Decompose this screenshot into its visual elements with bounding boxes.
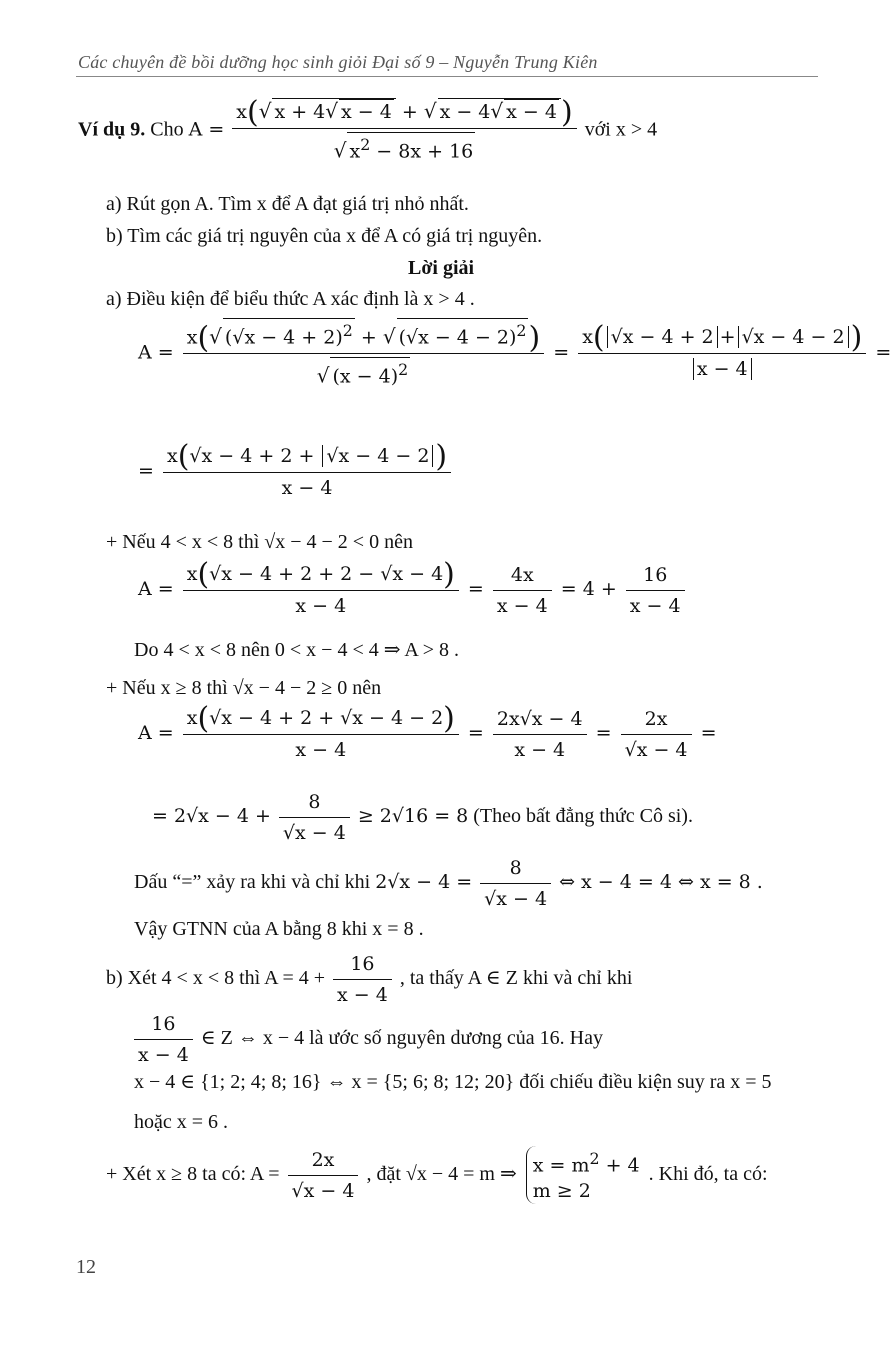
equality-result: ⇔ x − 4 = 4 ⇔ x = 8 .	[559, 871, 763, 894]
page-number: 12	[76, 1256, 96, 1278]
formula-case2: A = $\frac{x(√x - 4 + 2 + √x - 4 - 2)}{x - 4}$ = $\frac{2x√x - 4}{x - 4}$ = $\frac{2x}{√x - 4}$ =	[138, 701, 717, 761]
case1-conclusion: Do 4 < x < 8 nên 0 < x − 4 < 4 ⇒ A > 8 .	[134, 639, 459, 661]
part-b-divisor: $\frac{16}{x - 4}$ ∈ Z ⇔ x − 4 là ước số nguyên dương của 16. Hay	[134, 1012, 603, 1067]
example-condition: với x > 4	[584, 118, 658, 141]
equality-condition: Dấu “=” xảy ra khi và chỉ khi 2√x − 4 = $\frac{8}{√x - 4}$ ⇔ x − 4 = 4 ⇔ x = 8 .	[134, 857, 763, 910]
question-b: b) Tìm các giá trị nguyên của x để A có giá trị nguyên.	[106, 225, 543, 247]
formula-case1: A = $\frac{x(√x - 4 + 2 + 2 - √x - 4)}{x - 4}$ = $\frac{4x}{x - 4}$ = 4 + $\frac{16}{x - 4}$	[138, 562, 688, 618]
case2-intro: + Nếu x ≥ 8 thì √x − 4 − 2 ≥ 0 nên	[106, 677, 382, 699]
case2-suffix: . Khi đó, ta có:	[648, 1162, 768, 1185]
case1-intro: + Nếu 4 < x < 8 thì √x − 4 − 2 < 0 nên	[106, 531, 413, 553]
part-b-intro: b) Xét 4 < x < 8 thì A = 4 + $\frac{16}{x - 4}$ , ta thấy A ∈ Z khi và chỉ khi	[106, 953, 633, 1006]
cauchy-note: (Theo bất đẳng thức Cô si).	[473, 805, 693, 828]
part-b-set-line: x − 4 ∈ {1; 2; 4; 8; 16} ⇔ x = {5; 6; 8; 12; 20} đối chiếu điều kiện suy ra x = 5	[134, 1071, 772, 1093]
example-label: Ví dụ 9.	[78, 118, 146, 141]
formula-cauchy: = 2√x − 4 + $\frac{8}{√x - 4}$ ≥ 2√16 = 8 (Theo bất đẳng thức Cô si).	[152, 791, 693, 844]
solution-title: Lời giải	[408, 257, 475, 279]
divisor-text: ∈ Z ⇔ x − 4 là ước số nguyên dương của 16. Hay	[200, 1027, 603, 1050]
formula-a-step2: = $\frac{x(√x - 4 + 2 + √x - 4 - 2 )}{x - 4}$	[138, 444, 454, 500]
formula-a-definition: $\frac{x(√ x + 4√ x - 4 + √ x - 4√ x - 4 )}{√ x^2 - 8x + 16}$	[232, 98, 576, 163]
equality-text: Dấu “=” xảy ra khi và chỉ khi	[134, 871, 371, 894]
part-b-or-line: hoặc x = 6 .	[134, 1111, 229, 1133]
formula-a-step1: A = $\frac{x(√ (√x - 4 + 2)^2 + √ (√x - 4 - 2)^2)}{√ (x - 4)^2}$ = $\frac{x( √x - 4 + 2 + √x - 4 - 2 )}{x - 4}$ =	[138, 318, 891, 389]
part-b-suffix: , ta thấy A ∈ Z khi và chỉ khi	[399, 967, 633, 990]
page-header: Các chuyên đề bồi dưỡng học sinh giỏi Đại số 9 – Nguyễn Trung Kiên	[78, 52, 598, 72]
case2-mid: , đặt √x − 4 = m ⇒	[366, 1162, 517, 1185]
part-b-prefix: b) Xét 4 < x < 8 thì A = 4 +	[106, 967, 326, 990]
min-conclusion: Vậy GTNN của A bằng 8 khi x = 8 .	[134, 918, 424, 940]
header-divider	[76, 76, 818, 77]
question-a: a) Rút gọn A. Tìm x để A đạt giá trị nhỏ nhất.	[106, 193, 469, 215]
part-b-case2: + Xét x ≥ 8 ta có: A = $\frac{2x}{√x - 4}$ , đặt √x − 4 = m ⇒ $x = m^2 + 4$ m ≥ 2 . Khi đó, ta có:	[106, 1146, 768, 1204]
example-statement: Ví dụ 9. Cho A = $\frac{x(√ x + 4√ x - 4 + √ x - 4√ x - 4 )}{√ x^2 - 8x + 16}$ với x > 4	[78, 95, 658, 163]
example-intro: Cho	[150, 118, 184, 141]
system-brace: $x = m^2 + 4$ m ≥ 2	[526, 1146, 640, 1204]
case2-prefix: + Xét x ≥ 8 ta có: A =	[106, 1162, 280, 1185]
part-a-condition: a) Điều kiện để biểu thức A xác định là x > 4 .	[106, 288, 475, 310]
